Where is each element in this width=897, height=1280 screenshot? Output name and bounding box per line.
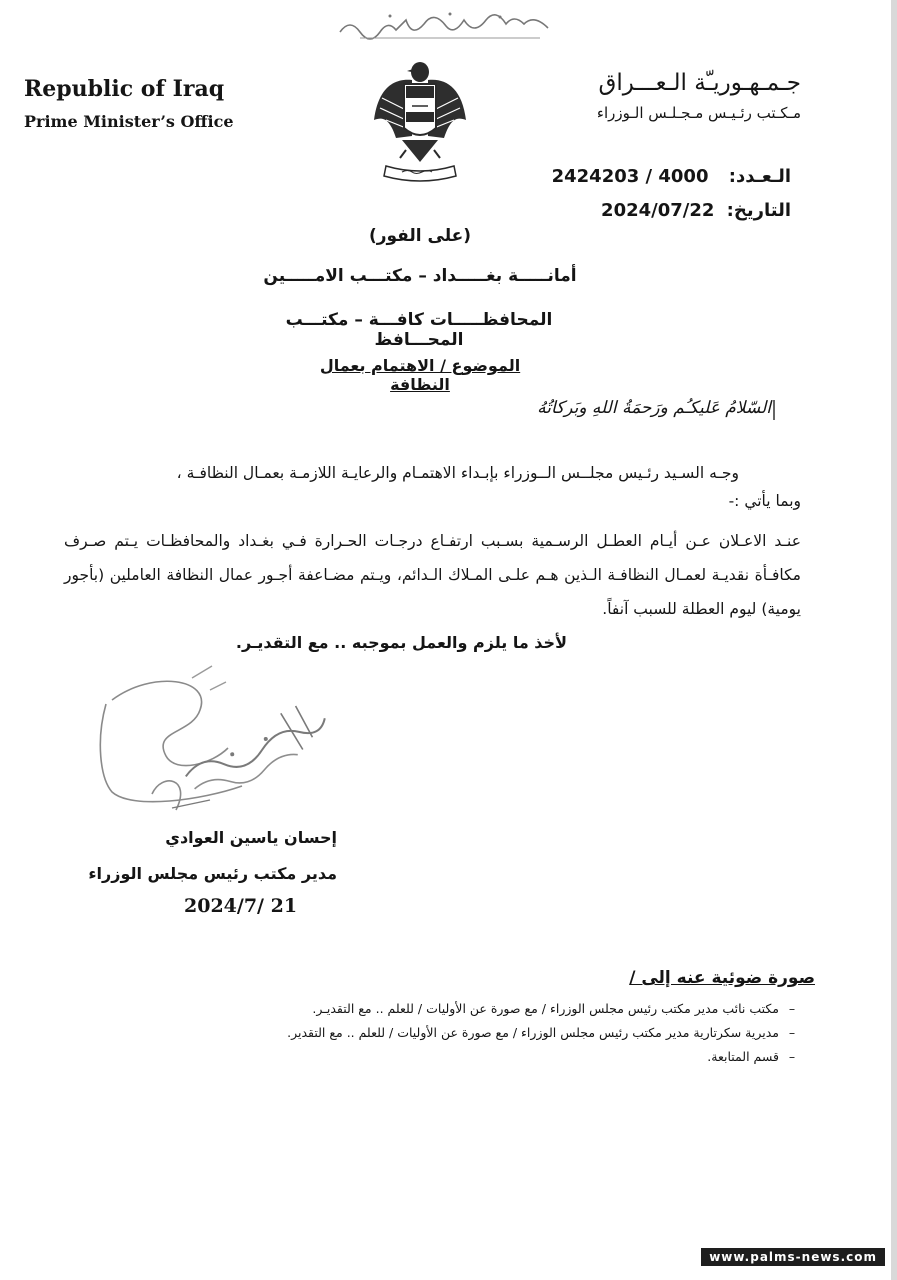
reference-number-label: الـعـدد:	[728, 166, 791, 187]
scan-edge	[891, 0, 897, 1280]
body-paragraph-2: وبما يأتي :-	[728, 492, 801, 510]
subject-line: الموضوع / الاهتمام بعمال النظافة	[319, 356, 521, 394]
country-name-en: Republic of Iraq	[24, 76, 225, 102]
signatory-name: إحسان ياسين العوادي	[165, 828, 337, 847]
reference-date-value: 2024/07/22	[601, 200, 715, 221]
cc-list	[287, 1000, 805, 1072]
closing-line: لأخذ ما يلزم والعمل بموجبه .. مع التقديـر.	[235, 633, 567, 652]
iraq-eagle-emblem-icon	[372, 58, 468, 186]
body-paragraph-3: عنـد الاعـلان عـن أيـام العطـل الرسـمية بسـبب ارتفـاع درجـات الحـرارة فـي بغـداد والمحافظـات يـتم صـرف مكافـأة نقديـة لعمـال النظافـة الـذين هـم علـى المـلاك الـدائم، ويـتم مضـاعفة أجـور عمال النظافة العاملين (بأجور يومية) ليوم العطلة للسبب آنفاً.	[64, 532, 801, 618]
urgency-note: (على الفور)	[368, 226, 472, 246]
reference-date-label: التاريخ:	[726, 200, 791, 221]
recipient-2: المحافظـــــات كافـــة – مكتـــب المحـــافظ	[285, 310, 553, 350]
reference-number	[552, 166, 791, 187]
reference-date	[601, 200, 791, 221]
cc-item: –مكتب نائب مدير مكتب رئيس مجلس الوزراء / مع صورة عن الأوليات / للعلم .. مع التقديـر.	[312, 1001, 796, 1016]
cc-item: –مديرية سكرتارية مدير مكتب رئيس مجلس الوزراء / مع صورة عن الأوليات / للعلم .. مع التقدير.	[287, 1025, 796, 1040]
basmala-calligraphy-icon	[330, 8, 570, 46]
office-name-ar: مـكـتب رئـيـس مـجـلـس الـوزراء	[596, 104, 801, 122]
cc-title: صورة ضوئية عنه إلى /	[629, 968, 815, 988]
greeting: السّلامُ عَليكـُم ورَحمَةُ اللهِ وبَركاتُهُ	[537, 398, 771, 418]
recipient-1: أمانـــــة بغـــــداد – مكتـــب الامـــــين	[263, 266, 577, 286]
cc-item: –قسم المتابعة.	[707, 1049, 796, 1064]
country-name-ar: جـمـهـوريـّة الـعـــراق	[598, 70, 801, 96]
signatory-title: مدير مكتب رئيس مجلس الوزراء	[88, 864, 337, 883]
signature-date: 2024/7/ 21	[184, 895, 298, 917]
source-watermark: www.palms-news.com	[701, 1248, 885, 1266]
office-name-en: Prime Minister’s Office	[24, 112, 234, 131]
reference-number-value: 2424203 / 4000	[551, 166, 709, 187]
signature-stamp-icon	[92, 660, 332, 812]
body-paragraph-1: وجـه السـيد رئـيس مجلــس الــوزراء بإبـداء الاهتمـام والرعايـة اللازمـة بعمـال النظافـة ،	[176, 464, 739, 482]
margin-mark-icon	[770, 398, 778, 422]
